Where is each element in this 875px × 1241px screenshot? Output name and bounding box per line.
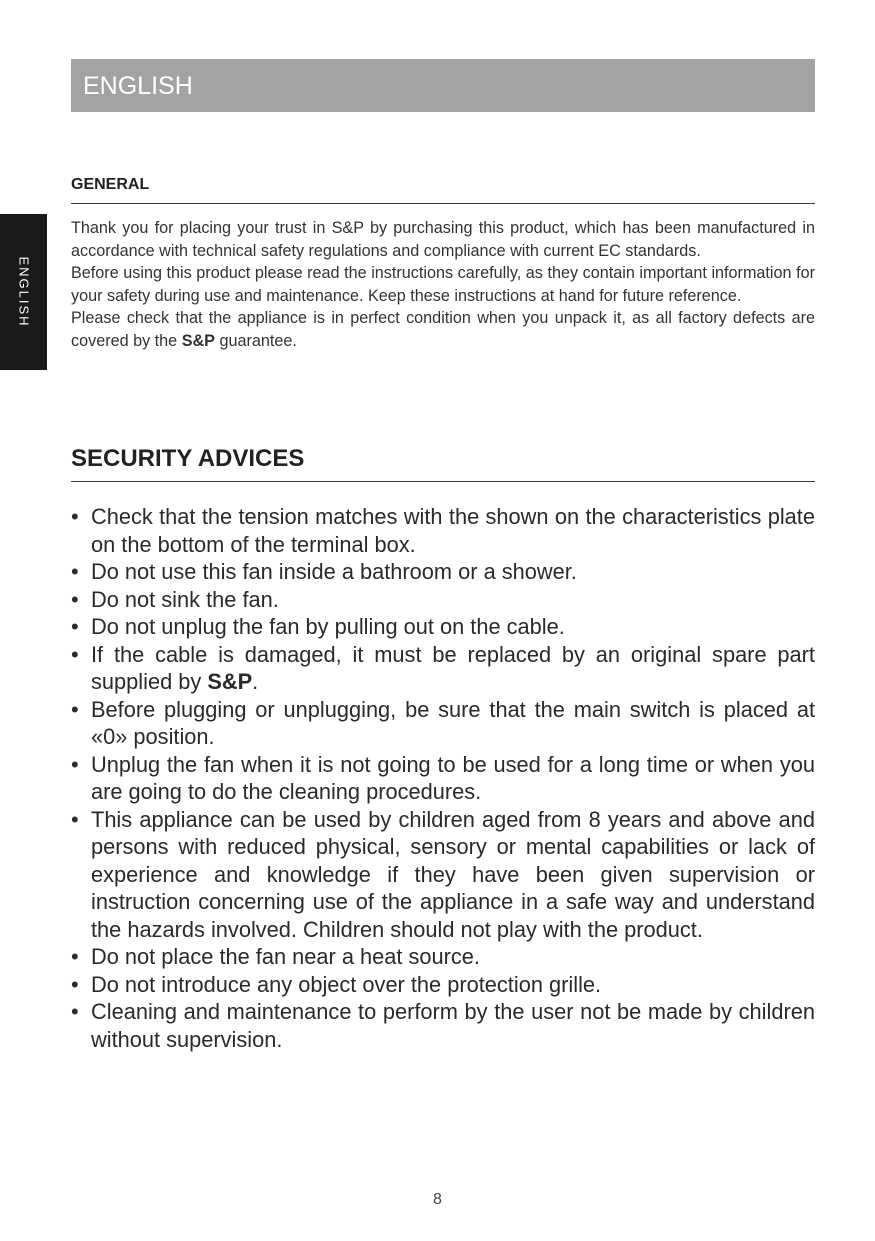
page-number: 8 — [433, 1191, 442, 1208]
list-item-text: Do not introduce any object over the protection grille. — [91, 971, 602, 997]
general-section-body — [71, 217, 815, 352]
side-language-tab — [0, 214, 47, 370]
list-item — [71, 806, 815, 944]
list-item — [71, 943, 815, 971]
bullet-icon: • — [71, 586, 79, 612]
bullet-icon: • — [71, 944, 79, 969]
language-banner-label: ENGLISH — [83, 72, 193, 100]
list-item-text: Unplug the fan when it is not going to be used for a long time or when you are going to do the cleaning procedures. — [91, 751, 815, 804]
list-item — [71, 503, 815, 558]
list-item-text: If the cable is damaged, it must be replaced by an original spare part supplied by — [91, 641, 815, 694]
bullet-icon: • — [71, 559, 79, 584]
list-item-text: Do not sink the fan. — [91, 586, 279, 612]
brand-name: S&P — [181, 331, 215, 350]
list-item — [71, 558, 815, 586]
list-item-text: Check that the tension matches with the shown on the characteristics plate on the bottom of the terminal box. — [91, 504, 815, 557]
language-banner — [71, 59, 815, 112]
bullet-icon: • — [71, 696, 79, 722]
bullet-icon: • — [71, 614, 79, 639]
security-divider — [71, 481, 815, 482]
list-item-text: Do not use this fan inside a bathroom or a shower. — [91, 559, 577, 584]
list-item — [71, 751, 815, 806]
list-item-text: Do not place the fan near a heat source. — [91, 944, 480, 969]
general-paragraph-1: Thank you for placing your trust in S&P by purchasing this product, which has been manufactured in accordance with technical safety regulations and compliance with current EC standards. — [71, 219, 815, 260]
list-item — [71, 613, 815, 641]
list-item-text: This appliance can be used by children aged from 8 years and above and persons with reduced physical, sensory or mental capabilities or lack of experience and knowledge if they have been given supervision or instruction concerning use of the appliance in a safe way and understand the hazards involved. Children should not play with the product. — [91, 806, 815, 942]
list-item — [71, 998, 815, 1053]
security-section-title: SECURITY ADVICES — [71, 445, 305, 472]
general-paragraph-3 — [71, 307, 815, 352]
bullet-icon: • — [71, 999, 79, 1024]
bullet-icon: • — [71, 504, 79, 529]
brand-name: S&P — [207, 669, 253, 694]
list-item-end: . — [252, 669, 259, 694]
bullet-icon: • — [71, 641, 79, 667]
general-paragraph-3-end: guarantee. — [214, 331, 297, 350]
list-item-text: Do not unplug the fan by pulling out on the cable. — [91, 614, 565, 639]
bullet-icon: • — [71, 971, 79, 997]
list-item — [71, 586, 815, 614]
list-item — [71, 696, 815, 751]
general-section-title: GENERAL — [71, 176, 150, 193]
general-paragraph-2: Before using this product please read the instructions carefully, as they contain important information for your safety during use and maintenance. Keep these instructions at hand for future reference. — [71, 264, 815, 305]
list-item-text: Cleaning and maintenance to perform by the user not be made by children without supervision. — [91, 999, 815, 1052]
security-advices-list — [71, 503, 815, 1053]
bullet-icon: • — [71, 806, 79, 832]
general-divider — [71, 203, 815, 204]
general-paragraph-3-text: Please check that the appliance is in perfect condition when you unpack it, as all factory defects are covered by the — [71, 309, 815, 350]
list-item — [71, 971, 815, 999]
list-item — [71, 641, 815, 696]
bullet-icon: • — [71, 751, 79, 777]
side-language-tab-label: ENGLISH — [16, 256, 31, 328]
list-item-text: Before plugging or unplugging, be sure that the main switch is placed at «0» position. — [91, 696, 815, 749]
